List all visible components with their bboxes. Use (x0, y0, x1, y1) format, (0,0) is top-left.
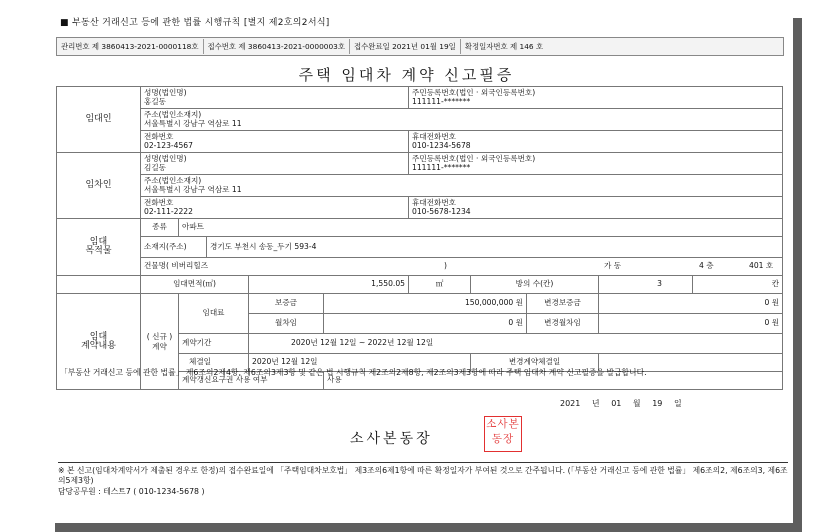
landlord-address-label: 주소(법인소재지) (144, 109, 202, 119)
landlord-label: 임대인 (57, 87, 141, 153)
tenant-id-cell (409, 153, 783, 175)
official-seal (484, 416, 522, 452)
lease-form-table (56, 86, 783, 390)
property-building-paren: ) (444, 261, 447, 271)
change-deposit-amount: 0 원 (599, 294, 783, 314)
tenant-address-label: 주소(법인소재지) (144, 175, 202, 185)
monthly-rent-amount: 0 원 (324, 314, 527, 334)
landlord-phone: 02-123-4567 (144, 140, 193, 150)
property-location: 경기도 부천시 송동_두기 593-4 (207, 237, 783, 258)
landlord-phone-label: 전화번호 (144, 131, 174, 141)
renewal-right-label: 계약갱신요구권 사용 여부 (179, 372, 324, 390)
officer-contact: 담당공무원 : 테스트7 ( 010-1234-5678 ) (58, 487, 205, 496)
rental-area: 1,550.05 (249, 276, 409, 294)
form-header: ■ 부동산 거래신고 등에 관한 법률 시행규칙 [별지 제2호의2서식] (60, 18, 330, 28)
tenant-label: 임차인 (57, 153, 141, 219)
property-unit: 401 호 (749, 261, 774, 271)
area-row-spacer (57, 276, 141, 294)
rooms-count: 3 (599, 276, 693, 294)
landlord-address: 서울특별시 강남구 역삼로 11 (144, 118, 242, 128)
landlord-id-cell (409, 87, 783, 109)
landlord-mobile: 010-1234-5678 (412, 140, 471, 150)
receipt-number: 접수번호 제 3860413-2021-0000003호 (204, 39, 351, 54)
landlord-phone-cell (141, 131, 409, 153)
deposit-amount: 150,000,000 원 (324, 294, 527, 314)
seal-line-2: 동장 (491, 433, 515, 445)
contract-period-label: 계약기간 (179, 334, 249, 354)
property-type-label: 종류 (141, 219, 179, 237)
rooms-label: 방의 수(칸) (471, 276, 599, 294)
deposit-label: 보증금 (249, 294, 324, 314)
monthly-rent-label: 월차임 (249, 314, 324, 334)
tenant-name-label: 성명(법인명) (144, 153, 187, 163)
contract-period: 2020년 12월 12일 ~ 2022년 12월 12일 (249, 334, 783, 354)
issue-month: 01 (611, 399, 622, 408)
property-building-cell (141, 258, 783, 276)
property-label: 임대 목적물 (57, 219, 141, 276)
management-number: 관리번호 제 3860413-2021-0000118호 (57, 39, 204, 54)
tenant-mobile-cell (409, 197, 783, 219)
issuance-notice: 「부동산 거래신고 등에 관한 법률」 제6조의2제4항, 제6조의3제3항 및 같은 법 시행규칙 제2조의2제8항, 제2조의3제3항에 따라 주택 임대차 계약 신고필증을 발급합니다. (60, 368, 647, 377)
landlord-name: 홍길동 (144, 96, 167, 106)
change-monthly-amount: 0 원 (599, 314, 783, 334)
change-deposit-label: 변경보증금 (527, 294, 599, 314)
renewal-right-value: 사용 (324, 372, 783, 390)
tenant-mobile-label: 휴대전화번호 (412, 197, 457, 207)
tenant-phone-cell (141, 197, 409, 219)
change-signing-date-label: 변경계약체결일 (471, 354, 599, 372)
document-title: 주택 임대차 계약 신고필증 (298, 66, 515, 84)
landlord-id: 111111-******* (412, 96, 471, 106)
property-floor: 4 층 (699, 261, 714, 271)
property-building-name: 건물명( 비버리힐즈 (144, 261, 209, 271)
landlord-mobile-label: 휴대전화번호 (412, 131, 457, 141)
page-shadow-bottom (55, 523, 802, 532)
receipt-date: 접수완료일 2021년 01월 19일 (350, 39, 461, 54)
fixed-date-number: 확정일자번호 제 146 호 (464, 42, 544, 51)
rooms-unit: 칸 (693, 276, 783, 294)
property-dong: 가 동 (604, 261, 622, 271)
tenant-address: 서울특별시 강남구 역삼로 11 (144, 184, 242, 194)
signing-date: 2020년 12월 12일 (249, 354, 471, 372)
rental-area-label: 임대면적(㎡) (141, 276, 249, 294)
change-monthly-label: 변경월차임 (527, 314, 599, 334)
property-type: 아파트 (179, 219, 783, 237)
contract-kind: ( 신규 ) 계약 (141, 294, 179, 390)
tenant-name: 김길동 (144, 162, 167, 172)
seal-line-1: 소사본 (486, 418, 520, 430)
registration-info-strip (56, 37, 784, 56)
tenant-mobile: 010-5678-1234 (412, 206, 471, 216)
tenant-address-cell (141, 175, 783, 197)
issue-date (560, 398, 682, 409)
signing-date-label: 체결일 (179, 354, 249, 372)
issue-day-unit: 일 (673, 399, 682, 408)
tenant-id: 111111-******* (412, 162, 471, 172)
property-location-label: 소재지(주소) (141, 237, 207, 258)
footnote: ※ 본 신고(임대차계약서가 제출된 경우로 한정)의 접수완료일에 「주택임대차보호법」 제3조의6제1항에 따른 확정일자가 부여된 것으로 간주됩니다. (「부동산 거래신고 등에 관한 법률」 제6조의2, 제6조의3, 제6조의5제3항) (58, 462, 788, 485)
issue-year: 2021 (560, 399, 581, 408)
tenant-phone-label: 전화번호 (144, 197, 174, 207)
landlord-name-cell (141, 87, 409, 109)
landlord-address-cell (141, 109, 783, 131)
issue-day: 19 (652, 399, 663, 408)
tenant-id-label: 주민등록번호(법인 · 외국인등록번호) (412, 153, 536, 163)
tenant-phone: 02-111-2222 (144, 206, 193, 216)
landlord-name-label: 성명(법인명) (144, 87, 187, 97)
contract-label: 임대 계약내용 (57, 294, 141, 390)
issue-month-unit: 월 (632, 399, 641, 408)
landlord-id-label: 주민등록번호(법인 · 외국인등록번호) (412, 87, 536, 97)
rent-label: 임대료 (179, 294, 249, 334)
landlord-mobile-cell (409, 131, 783, 153)
page-shadow-right (793, 18, 802, 530)
tenant-name-cell (141, 153, 409, 175)
rental-area-unit: ㎡ (409, 276, 471, 294)
issue-year-unit: 년 (591, 399, 600, 408)
issuing-office: 소사본동장 (350, 431, 433, 447)
